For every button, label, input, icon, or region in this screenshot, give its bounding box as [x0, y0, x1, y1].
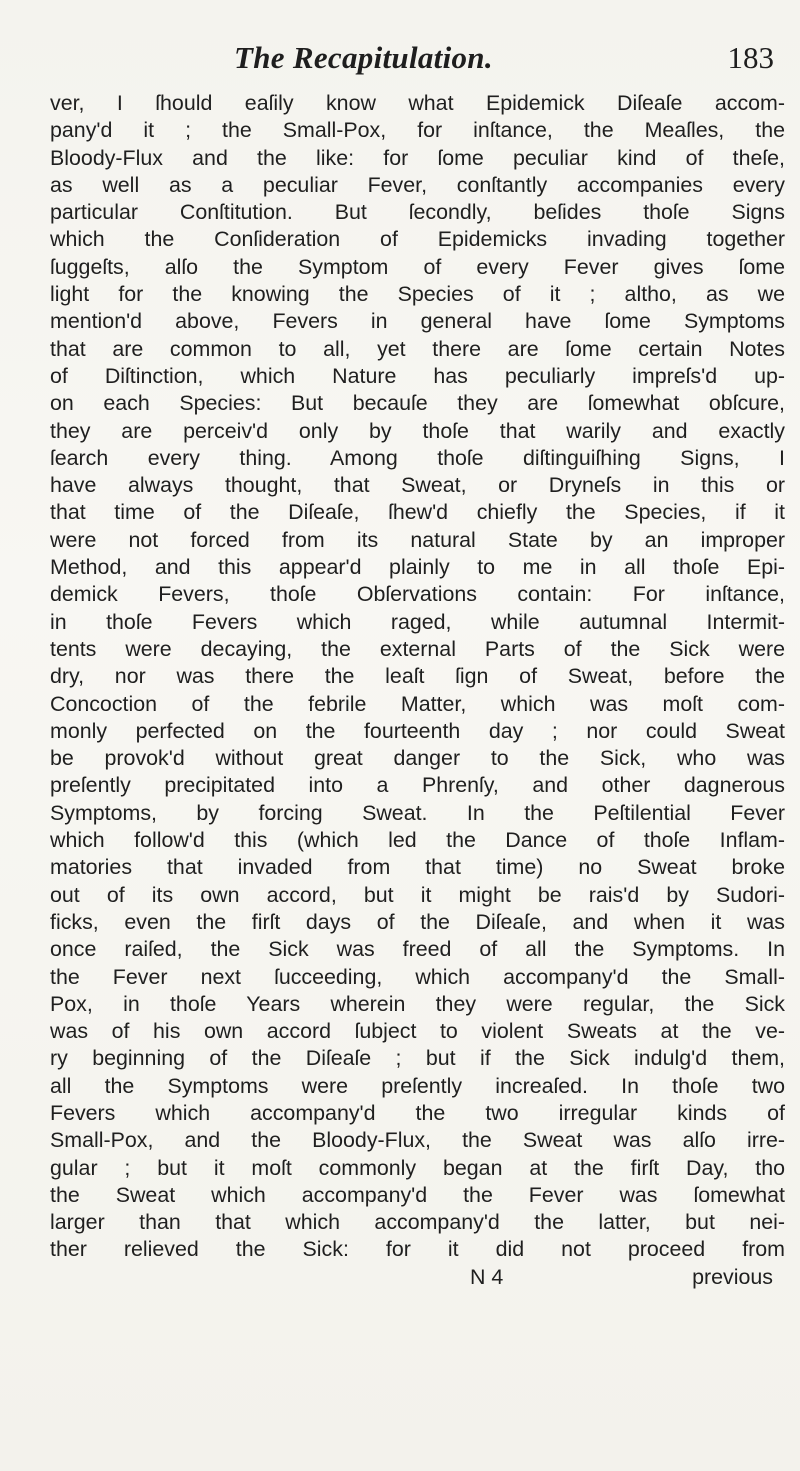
text-line: ver, I ſhould eaſily know what Epidemick Diſeaſe accom- [50, 91, 785, 115]
text-line: of Diſtinction, which Nature has peculiarly impreſs'd up- [50, 363, 785, 388]
page-number: 183 [727, 40, 774, 75]
text-line: on each Species: But becauſe they are ſomewhat obſcure, [50, 391, 785, 416]
text-line: Bloody-Flux and the like: for ſome peculiar kind of theſe, [50, 145, 785, 170]
text-line: once raiſed, the Sick was freed of all the Symptoms. In [50, 937, 785, 962]
footer-line [50, 1264, 785, 1291]
text-line: light for the knowing the Species of it ; altho, as we [50, 282, 785, 307]
text-line: the Sweat which accompany'd the Fever was ſomewhat [50, 1182, 785, 1207]
text-line: ry beginning of the Diſeaſe ; but if the Sick indulg'd them, [50, 1046, 785, 1071]
running-title: The Recapitulation. [234, 40, 493, 75]
text-line: Method, and this appear'd plainly to me in all thoſe Epi- [50, 555, 785, 580]
text-line: mention'd above, Fevers in general have ſome Symptoms [50, 309, 785, 334]
text-line: matories that invaded from that time) no Sweat broke [50, 855, 785, 880]
page-footer [50, 1264, 785, 1291]
text-line: the Fever next ſucceeding, which accompany'd the Small- [50, 964, 785, 989]
body-text [50, 90, 785, 1291]
text-line: they are perceiv'd only by thoſe that warily and exactly [50, 418, 785, 443]
text-line: larger than that which accompany'd the latter, but nei- [50, 1210, 785, 1235]
text-line: demick Fevers, thoſe Obſervations contain: For inſtance, [50, 582, 785, 607]
text-line: Pox, in thoſe Years wherein they were regular, the Sick [50, 991, 785, 1016]
text-line: ficks, even the firſt days of the Diſeaſe, and when it was [50, 909, 785, 934]
text-line: be provok'd without great danger to the Sick, who was [50, 746, 785, 771]
text-line: were not forced from its natural State by an improper [50, 527, 785, 552]
text-line: tents were decaying, the external Parts of the Sick were [50, 636, 785, 661]
text-line: Small-Pox, and the Bloody-Flux, the Sweat was alſo irre- [50, 1128, 785, 1153]
text-line: preſently precipitated into a Phrenſy, and other dagnerous [50, 773, 785, 798]
text-line: was of his own accord ſubject to violent Sweats at the ve- [50, 1019, 785, 1044]
text-line: dry, nor was there the leaſt ſign of Sweat, before the [50, 664, 785, 689]
signature-mark: N 4 [470, 1264, 504, 1289]
text-line: gular ; but it moſt commonly began at the firſt Day, tho [50, 1155, 785, 1180]
text-line: out of its own accord, but it might be rais'd by Sudori- [50, 882, 785, 907]
text-line: which the Conſideration of Epidemicks invading together [50, 227, 785, 252]
text-line: that time of the Diſeaſe, ſhew'd chiefly the Species, if it [50, 500, 785, 525]
text-line: which follow'd this (which led the Dance of thoſe Inflam- [50, 828, 785, 853]
text-line: all the Symptoms were preſently increaſed. In thoſe two [50, 1073, 785, 1098]
text-line: ther relieved the Sick: for it did not proceed from [50, 1237, 785, 1262]
text-line: Symptoms, by forcing Sweat. In the Peſtilential Fever [50, 800, 785, 825]
text-line: as well as a peculiar Fever, conſtantly accompanies every [50, 172, 785, 197]
text-line: monly perfected on the fourteenth day ; nor could Sweat [50, 718, 785, 743]
text-line: ſearch every thing. Among thoſe diſtinguiſhing Signs, I [50, 445, 785, 470]
page-header [52, 40, 780, 86]
text-line: have always thought, that Sweat, or Dryneſs in this or [50, 473, 785, 498]
text-line: that are common to all, yet there are ſome certain Notes [50, 336, 785, 361]
text-line: particular Conſtitution. But ſecondly, beſides thoſe Signs [50, 200, 785, 225]
text-line: Concoction of the febrile Matter, which was moſt com- [50, 691, 785, 716]
text-line: pany'd it ; the Small-Pox, for inſtance, the Meaſles, the [50, 118, 785, 143]
text-line: ſuggeſts, alſo the Symptom of every Fever gives ſome [50, 254, 785, 279]
catchword: previous [692, 1264, 773, 1289]
text-line: in thoſe Fevers which raged, while autumnal Intermit- [50, 609, 785, 634]
text-line: Fevers which accompany'd the two irregular kinds of [50, 1100, 785, 1125]
